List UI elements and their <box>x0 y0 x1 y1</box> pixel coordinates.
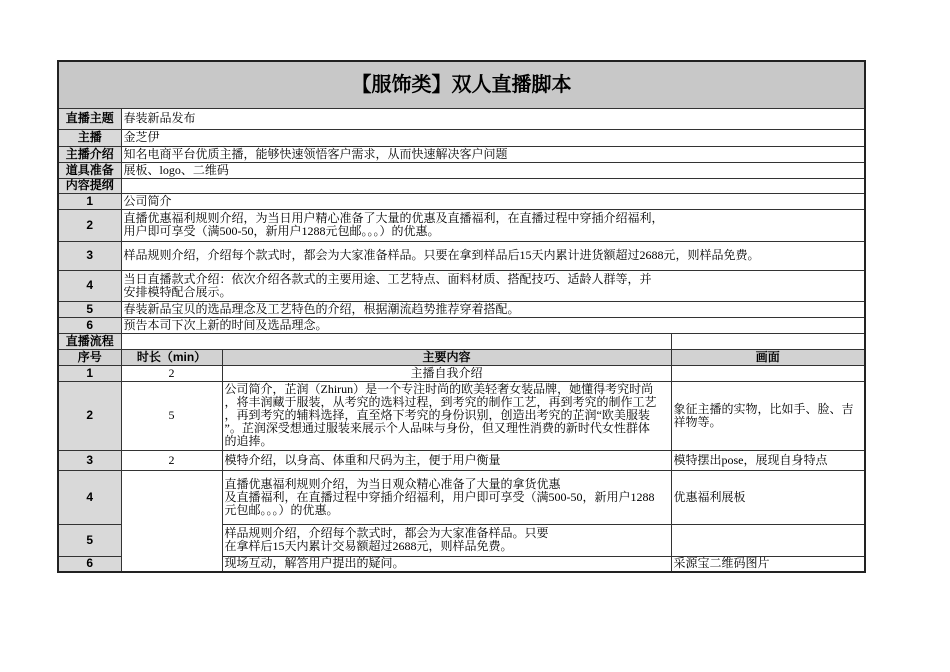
flow-cell-visual: 优惠福利展板 <box>671 470 865 524</box>
info-row-props <box>58 162 865 178</box>
flow-cell-content: 公司简介，芷润（Zhirun）是一个专注时尚的欧美轻奢女装品牌，她懂得考究时尚 ，将丰润藏于服装，从考究的选料过程，到考究的制作工艺，再到考究的制作工艺 ，再到考究的辅料选择，直至烙下考究的身份识别，创造出考究的芷润“欧美服装 ”。芷润深受想通过服装来展示个人品味与身份，但又理性消费的新时代女性群体 的追捧。 <box>222 381 671 450</box>
flow-header-no: 序号 <box>58 349 121 365</box>
table-row <box>58 381 865 450</box>
outline-item-no: 1 <box>58 193 121 209</box>
outline-item <box>58 270 865 301</box>
info-label-props: 道具准备 <box>58 162 121 178</box>
table-row <box>58 365 865 381</box>
outline-heading-row <box>58 178 865 193</box>
info-label-host-intro: 主播介绍 <box>58 146 121 162</box>
info-row-theme <box>58 108 865 129</box>
flow-header-duration: 时长（min） <box>121 349 222 365</box>
flow-cell-duration: 5 <box>121 381 222 450</box>
info-value-host-intro: 知名电商平台优质主播，能够快速领悟客户需求，从而快速解决客户问题 <box>121 146 865 162</box>
title-row <box>58 61 865 108</box>
outline-item-no: 6 <box>58 317 121 333</box>
flow-cell-no: 3 <box>58 450 121 470</box>
flow-cell-no: 1 <box>58 365 121 381</box>
info-row-host <box>58 129 865 146</box>
info-value-props: 展板、logo、二维码 <box>121 162 865 178</box>
flow-header-row <box>58 349 865 365</box>
flow-cell-visual: 象征主播的实物，比如手、脸、吉祥物等。 <box>671 381 865 450</box>
outline-item-text: 样品规则介绍，介绍每个款式时，都会为大家准备样品。只要在拿到样品后15天内累计进货额超过2688元，则样品免费。 <box>121 241 865 270</box>
flow-header-content: 主要内容 <box>222 349 671 365</box>
outline-item-no: 2 <box>58 209 121 241</box>
flow-cell-duration: 2 <box>121 450 222 470</box>
outline-item <box>58 241 865 270</box>
table-row <box>58 450 865 470</box>
outline-item-text: 公司简介 <box>121 193 865 209</box>
info-label-host: 主播 <box>58 129 121 146</box>
flow-heading-row <box>58 333 865 349</box>
outline-item-text: 预告本司下次上新的时间及选品理念。 <box>121 317 865 333</box>
flow-heading-blank <box>121 333 671 349</box>
outline-item <box>58 209 865 241</box>
flow-cell-no: 5 <box>58 524 121 556</box>
info-label-theme: 直播主题 <box>58 108 121 129</box>
flow-cell-content: 直播优惠福利规则介绍，为当日观众精心准备了大量的拿货优惠 及直播福利，在直播过程中穿插介绍福利，用户即可享受（满500-50，新用户1288 元包邮。。。）的优惠。 <box>222 470 671 524</box>
flow-cell-visual: 模特摆出pose，展现自身特点 <box>671 450 865 470</box>
flow-cell-visual: 采源宝二维码图片 <box>671 556 865 572</box>
flow-cell-content: 现场互动，解答用户提出的疑问。 <box>222 556 671 572</box>
flow-cell-no: 6 <box>58 556 121 572</box>
flow-cell-visual <box>671 524 865 556</box>
flow-cell-content: 主播自我介绍 <box>222 365 671 381</box>
flow-cell-duration: 2 <box>121 365 222 381</box>
outline-item-text: 直播优惠福利规则介绍，为当日用户精心准备了大量的优惠及直播福利，在直播过程中穿插介绍福利， 用户即可享受（满500-50，新用户1288元包邮。。。）的优惠。 <box>121 209 865 241</box>
outline-heading-blank <box>121 178 865 193</box>
flow-heading: 直播流程 <box>58 333 121 349</box>
info-row-host-intro <box>58 146 865 162</box>
outline-item-no: 4 <box>58 270 121 301</box>
flow-cell-no: 4 <box>58 470 121 524</box>
outline-item-text: 当日直播款式介绍：依次介绍各款式的主要用途、工艺特点、面料材质、搭配技巧、适龄人群等，并 安排模特配合展示。 <box>121 270 865 301</box>
document-title: 【服饰类】双人直播脚本 <box>58 61 865 108</box>
outline-item <box>58 301 865 317</box>
outline-item <box>58 193 865 209</box>
live-script-sheet <box>57 60 866 573</box>
flow-header-visual: 画面 <box>671 349 865 365</box>
info-value-theme: 春装新品发布 <box>121 108 865 129</box>
outline-item-text: 春装新品宝贝的选品理念及工艺特色的介绍，根据潮流趋势推荐穿着搭配。 <box>121 301 865 317</box>
flow-cell-content: 模特介绍，以身高、体重和尺码为主，便于用户衡量 <box>222 450 671 470</box>
flow-cell-visual <box>671 365 865 381</box>
outline-item <box>58 317 865 333</box>
flow-cell-content: 样品规则介绍，介绍每个款式时，都会为大家准备样品。只要 在拿样后15天内累计交易额超过2688元，则样品免费。 <box>222 524 671 556</box>
flow-cell-duration-merged <box>121 470 222 572</box>
flow-cell-no: 2 <box>58 381 121 450</box>
outline-item-no: 3 <box>58 241 121 270</box>
info-value-host: 金芝伊 <box>121 129 865 146</box>
table-row <box>58 470 865 524</box>
outline-heading: 内容提纲 <box>58 178 121 193</box>
outline-item-no: 5 <box>58 301 121 317</box>
flow-heading-blank <box>671 333 865 349</box>
